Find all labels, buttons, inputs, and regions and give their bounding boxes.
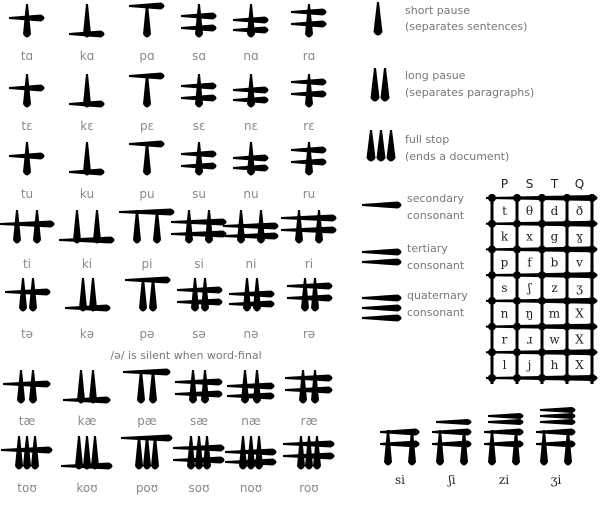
grid-header: T: [550, 177, 559, 191]
grid-cell: p: [500, 255, 509, 270]
syllable-label: rɑ: [302, 49, 316, 63]
grid-node: [513, 245, 521, 253]
syllable-glyph: [65, 278, 111, 312]
syllable-glyph: [229, 278, 275, 312]
syllable-glyph: [69, 142, 105, 176]
syllable-glyph: [121, 435, 173, 470]
syllable-glyph: [119, 209, 175, 244]
syllable-label: sɛ: [192, 119, 206, 133]
grid-cell: X: [575, 332, 584, 347]
full-stop-symbol: [367, 130, 396, 162]
grid-node: [538, 245, 546, 253]
syllable-label: su: [192, 187, 206, 201]
grid-node: [563, 271, 571, 279]
syllable-label: roʊ: [299, 481, 319, 495]
grid-node: [513, 323, 521, 331]
syllable-glyph: [9, 4, 45, 38]
syllable-label: ru: [302, 187, 316, 201]
tertiary-desc: consonant: [407, 259, 465, 272]
grid-cell: θ: [525, 203, 534, 218]
grid-node: [488, 245, 496, 253]
syllable-glyph-grid: [0, 3, 337, 470]
example-glyph: [536, 407, 576, 466]
grid-cell: X: [575, 358, 584, 373]
short-pause-label: short pause: [405, 4, 470, 17]
syllable-glyph: [177, 278, 223, 312]
syllable-label: sə: [192, 327, 206, 341]
tertiary-label: tertiary: [407, 242, 448, 255]
grid-node: [488, 220, 496, 228]
example-label: si: [395, 473, 405, 487]
syllable-glyph: [69, 4, 105, 38]
grid-header: P: [500, 177, 509, 191]
syllable-glyph: [129, 3, 165, 38]
syllable-label: nu: [243, 187, 259, 201]
syllable-glyph: [233, 142, 269, 176]
grid-cell: n: [500, 306, 509, 321]
grid-node: [588, 348, 596, 356]
schwa-note: /ə/ is silent when word-final: [110, 349, 262, 362]
syllable-label: pu: [139, 187, 155, 201]
example-glyph: [380, 429, 420, 466]
grid-cell: s: [501, 281, 508, 295]
long-pause-desc: (separates paragraphs): [405, 86, 535, 99]
syllable-label: nə: [243, 327, 259, 341]
secondary-desc: consonant: [407, 209, 465, 222]
grid-cell: ð: [575, 203, 584, 218]
syllable-glyph: [61, 436, 113, 470]
syllable-label: kə: [79, 327, 95, 341]
grid-cell: ʒ: [576, 281, 583, 295]
example-label: zi: [498, 473, 510, 487]
syllable-glyph: [59, 210, 115, 244]
grid-node: [538, 194, 546, 202]
syllable-glyph: [0, 210, 55, 244]
quaternary-desc: consonant: [407, 306, 465, 319]
syllable-label: pɑ: [139, 49, 155, 63]
grid-node: [588, 220, 596, 228]
full-stop-label: full stop: [405, 133, 450, 146]
grid-cell: ɣ: [575, 229, 584, 244]
grid-node: [488, 348, 496, 356]
full-stop-desc: (ends a document): [405, 150, 510, 163]
syllable-label: poʊ: [135, 481, 159, 495]
grid-cell: f: [527, 255, 532, 270]
grid-cell: w: [549, 332, 560, 347]
grid-node: [588, 271, 596, 279]
syllable-label: sɑ: [192, 49, 206, 63]
syllable-glyph: [5, 278, 51, 312]
syllable-glyph: [63, 370, 111, 404]
grid-cell: t: [502, 203, 507, 218]
grid-cell: h: [550, 358, 559, 373]
grid-node: [513, 374, 521, 382]
syllable-label: nɛ: [243, 119, 259, 133]
grid-node: [588, 245, 596, 253]
grid-node: [563, 194, 571, 202]
grid-cell: l: [502, 358, 507, 373]
grid-node: [588, 323, 596, 331]
syllable-label: tɛ: [21, 119, 33, 133]
syllable-label: tu: [20, 187, 34, 201]
syllable-glyph: [9, 74, 45, 108]
grid-cell: g: [550, 229, 559, 244]
grid-cell: v: [576, 255, 583, 270]
quaternary-consonant-symbol: [362, 295, 402, 322]
syllable-label: næ: [241, 414, 261, 428]
syllable-label: sæ: [189, 414, 209, 428]
syllable-glyph: [181, 4, 217, 38]
example-glyphs: [380, 407, 576, 487]
grid-node: [538, 220, 546, 228]
grid-node: [538, 348, 546, 356]
syllable-glyph: [123, 369, 171, 404]
syllable-glyph: [69, 74, 105, 108]
grid-node: [538, 374, 546, 382]
syllable-glyph: [291, 142, 327, 176]
syllable-label: pə: [139, 327, 155, 341]
syllable-label: rə: [302, 327, 316, 341]
example-label: ʃi: [448, 473, 456, 487]
grid-node: [538, 297, 546, 305]
syllable-label: koʊ: [76, 481, 98, 495]
grid-node: [513, 194, 521, 202]
syllable-glyph: [223, 210, 279, 244]
syllable-glyph: [171, 210, 227, 244]
syllable-glyph: [291, 4, 327, 38]
syllable-glyph: [129, 141, 165, 176]
secondary-consonant-symbol: [362, 202, 402, 209]
grid-cell: b: [550, 255, 559, 270]
syllable-glyph: [227, 370, 275, 404]
syllable-label: ræ: [300, 414, 318, 428]
syllable-glyph: [173, 436, 225, 470]
syllable-label: ri: [304, 257, 314, 271]
grid-cell: m: [548, 306, 561, 321]
syllable-label-grid: [17, 49, 318, 495]
grid-header: S: [525, 177, 534, 191]
syllable-glyph: [181, 74, 217, 108]
syllable-label: si: [194, 257, 204, 271]
grid-node: [513, 348, 521, 356]
grid-cell: j: [527, 358, 532, 373]
syllable-label: soʊ: [188, 481, 210, 495]
grid-node: [563, 297, 571, 305]
syllable-glyph: [287, 278, 333, 312]
syllable-glyph: [233, 74, 269, 108]
long-pause-label: long pasue: [405, 69, 466, 82]
short-pause-symbol: [374, 2, 383, 36]
syllable-label: kɛ: [80, 119, 94, 133]
syllable-glyph: [285, 370, 333, 404]
grid-node: [538, 271, 546, 279]
syllable-label: pi: [141, 257, 153, 271]
grid-node: [563, 374, 571, 382]
grid-cell: ɹ: [526, 332, 533, 347]
syllable-glyph: [233, 4, 269, 38]
grid-node: [588, 374, 596, 382]
syllable-glyph: [283, 436, 335, 470]
grid-header: Q: [574, 177, 585, 191]
grid-node: [488, 194, 496, 202]
syllable-label: pɛ: [139, 119, 155, 133]
example-glyph: [484, 413, 524, 466]
syllable-glyph: [291, 74, 327, 108]
syllable-label: ku: [79, 187, 95, 201]
syllable-label: rɛ: [303, 119, 315, 133]
long-pause-symbol: [371, 68, 390, 102]
example-label: ʒi: [550, 473, 562, 487]
secondary-label: secondary: [407, 192, 465, 205]
grid-node: [538, 323, 546, 331]
syllable-glyph: [225, 436, 277, 470]
syllable-glyph: [9, 142, 45, 176]
grid-node: [488, 374, 496, 382]
consonant-grid: [486, 177, 598, 384]
syllable-glyph: [281, 210, 337, 244]
syllable-label: tə: [20, 327, 34, 341]
syllable-glyph: [181, 142, 217, 176]
grid-cell: d: [550, 203, 559, 218]
grid-node: [588, 297, 596, 305]
grid-node: [588, 194, 596, 202]
syllable-glyph: [129, 73, 165, 108]
grid-node: [563, 348, 571, 356]
syllable-glyph: [3, 370, 51, 404]
grid-cell: X: [575, 306, 584, 321]
grid-cell: ŋ: [525, 306, 534, 321]
syllable-label: ti: [22, 257, 32, 271]
tertiary-consonant-symbol: [362, 249, 402, 266]
syllable-label: tæ: [18, 414, 36, 428]
grid-node: [563, 220, 571, 228]
syllable-label: nɑ: [243, 49, 259, 63]
syllable-label: ni: [245, 257, 257, 271]
grid-node: [513, 220, 521, 228]
grid-cell: z: [551, 281, 558, 295]
grid-cell: x: [526, 229, 533, 244]
grid-cell: k: [500, 229, 509, 244]
syllable-label: noʊ: [239, 481, 263, 495]
grid-node: [513, 271, 521, 279]
syllable-label: kæ: [77, 414, 97, 428]
syllable-glyph: [125, 277, 171, 312]
syllable-label: pæ: [137, 414, 157, 428]
syllable-label: kɑ: [79, 49, 95, 63]
example-glyph: [432, 419, 472, 466]
syllable-label: tɑ: [20, 49, 34, 63]
syllable-label: ki: [81, 257, 93, 271]
syllable-glyph: [175, 370, 223, 404]
grid-node: [563, 245, 571, 253]
syllable-label: toʊ: [17, 481, 37, 495]
grid-node: [563, 323, 571, 331]
grid-node: [488, 271, 496, 279]
grid-node: [488, 323, 496, 331]
syllable-glyph: [1, 436, 53, 470]
legend: [362, 2, 534, 322]
grid-node: [513, 297, 521, 305]
quaternary-label: quaternary: [407, 289, 468, 302]
short-pause-desc: (separates sentences): [405, 20, 528, 33]
grid-cell: ʃ: [527, 281, 532, 295]
grid-node: [488, 297, 496, 305]
grid-cell: r: [501, 332, 508, 347]
